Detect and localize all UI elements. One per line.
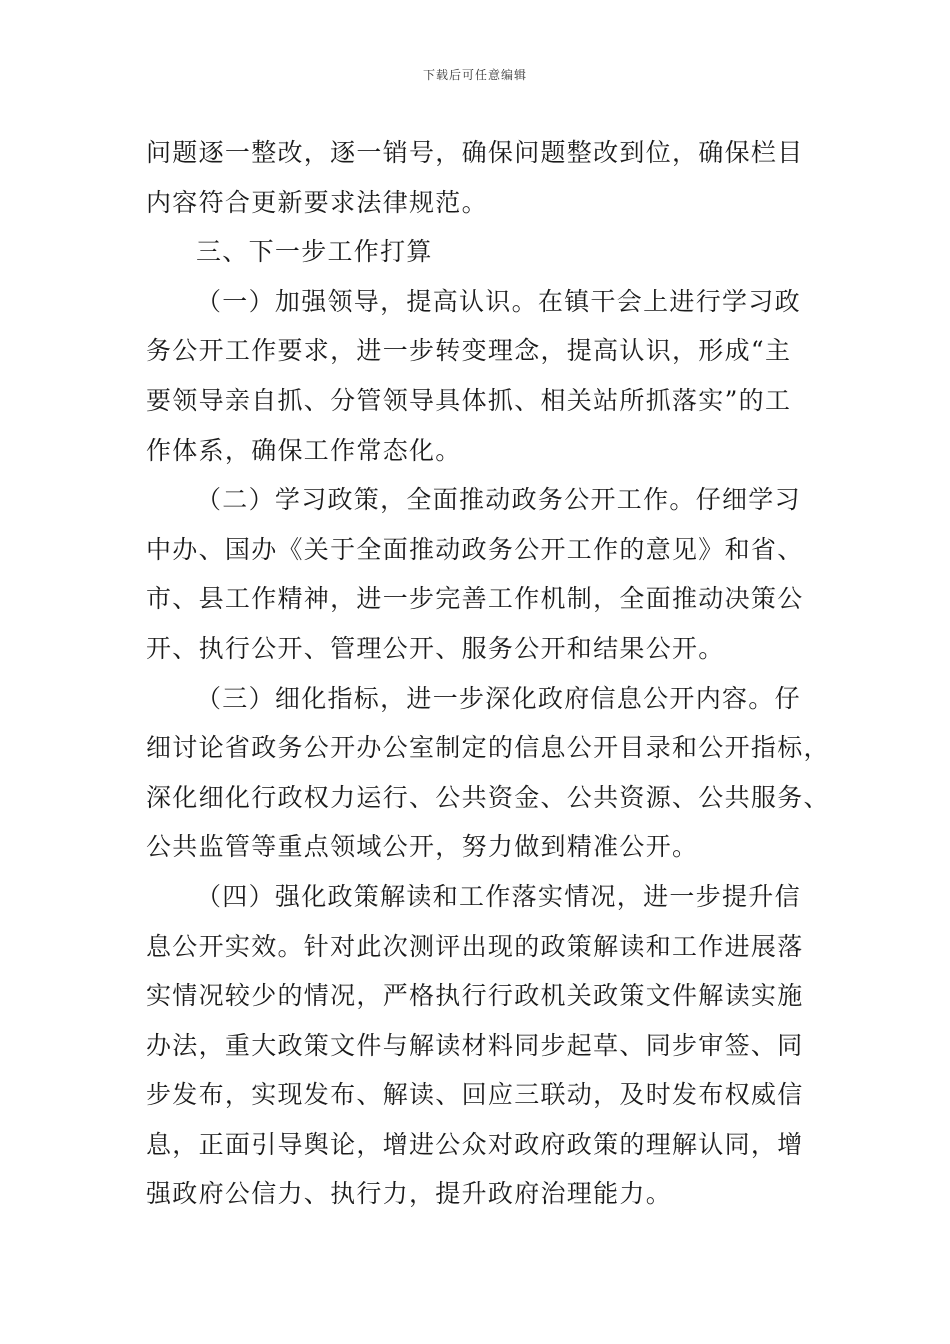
text-line: 公共监管等重点领域公开，努力做到精准公开。: [146, 832, 699, 862]
text-line: 息，正面引导舆论，增进公众对政府政策的理解认同，增: [146, 1129, 804, 1159]
paragraph-first-line: （四）强化政策解读和工作落实情况，进一步提升信: [196, 881, 801, 911]
text-line: 强政府公信力、执行力，提升政府治理能力。: [146, 1179, 673, 1209]
text-line: 办法，重大政策文件与解读材料同步起草、同步审签、同: [146, 1030, 804, 1060]
text-line: 深化细化行政权力运行、公共资金、公共资源、公共服务、: [146, 782, 830, 812]
text-line: 作体系，确保工作常态化。: [146, 435, 462, 465]
paragraph-first-line: （二）学习政策，全面推动政务公开工作。仔细学习: [196, 485, 801, 515]
document-body: [146, 128, 830, 1219]
paragraph-first-line: （一）加强领导，提高认识。在镇干会上进行学习政: [196, 286, 801, 316]
text-line: 开、执行公开、管理公开、服务公开和结果公开。: [146, 633, 725, 663]
text-line: 内容符合更新要求法律规范。: [146, 187, 488, 217]
text-line: 市、县工作精神，进一步完善工作机制，全面推动决策公: [146, 584, 804, 614]
paragraph-first-line: （三）细化指标，进一步深化政府信息公开内容。仔: [196, 683, 801, 713]
page-header: 下载后可任意编辑: [422, 68, 527, 82]
section-heading: 三、下一步工作打算: [196, 237, 433, 267]
text-line: 务公开工作要求，进一步转变理念，提高认识，形成“主: [146, 336, 792, 366]
text-line: 步发布，实现发布、解读、回应三联动，及时发布权威信: [146, 1080, 804, 1110]
text-line: 要领导亲自抓、分管领导具体抓、相关站所抓落实”的工: [146, 385, 792, 415]
text-line: 问题逐一整改，逐一销号，确保问题整改到位，确保栏目: [146, 138, 804, 167]
text-line: 细讨论省政务公开办公室制定的信息公开目录和公开指标，: [146, 733, 830, 763]
text-line: 中办、国办《关于全面推动政务公开工作的意见》和省、: [146, 534, 804, 564]
text-line: 实情况较少的情况，严格执行行政机关政策文件解读实施: [146, 981, 804, 1011]
text-line: 息公开实效。针对此次测评出现的政策解读和工作进展落: [146, 931, 804, 961]
